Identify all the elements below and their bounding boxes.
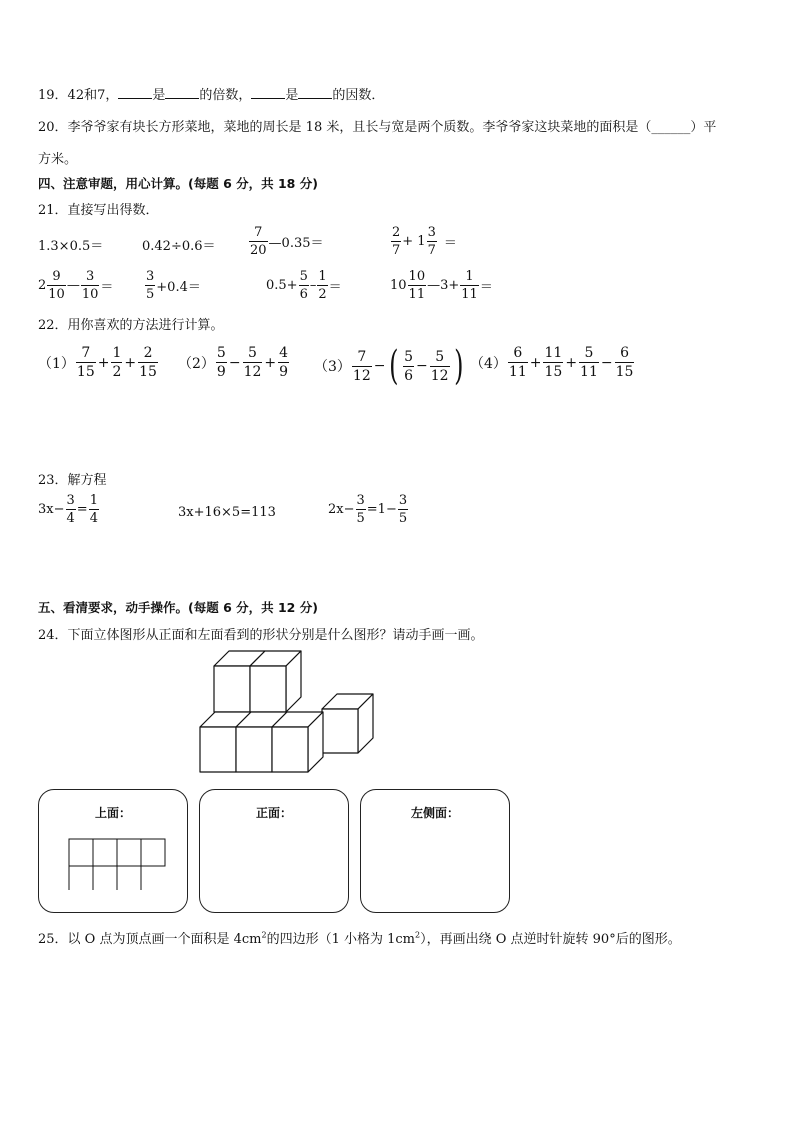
question-20-line2: 方米。 xyxy=(38,152,78,167)
cube-front-face xyxy=(236,727,272,772)
q25-text: 的四边形（1 小格为 1cm xyxy=(266,932,415,947)
fraction: $\frac{9}{10}$ xyxy=(48,269,65,302)
fraction: $\frac{5}{12}$ xyxy=(243,345,262,380)
question-19 xyxy=(38,84,384,103)
expr-text: 2x− xyxy=(328,502,355,517)
superscript: 2 xyxy=(261,930,267,940)
right-paren: ) xyxy=(453,343,464,389)
expr-text: ＝ xyxy=(328,280,342,295)
fraction: $\frac{3}{7}$ xyxy=(427,225,436,258)
q25-text: ），再画出绕 O 点逆时针旋转 90°后的图形。 xyxy=(420,932,681,947)
q19-text: 是 xyxy=(285,88,299,103)
fraction: $\frac{4}{9}$ xyxy=(279,345,289,380)
fraction: $\frac{6}{15}$ xyxy=(615,345,634,380)
expr-text: ＝ xyxy=(443,236,457,251)
answer-blank[interactable] xyxy=(251,86,285,99)
top-view-box[interactable] xyxy=(38,789,188,913)
fraction: $\frac{10}{11}$ xyxy=(408,269,426,302)
cube-front-face xyxy=(272,727,308,772)
fraction: $\frac{2}{15}$ xyxy=(139,345,157,380)
fraction: $\frac{3}{5}$ xyxy=(146,269,155,302)
expr-text: — xyxy=(66,278,80,293)
fraction: $\frac{6}{11}$ xyxy=(508,345,527,380)
expr-text: – xyxy=(309,278,317,293)
q22-problem-1 xyxy=(38,346,159,379)
q19-text: 42和7， xyxy=(67,88,119,103)
fraction: $\frac{3}{5}$ xyxy=(398,493,408,526)
problem-label: （1） xyxy=(38,355,75,372)
cube-front-face xyxy=(214,666,250,712)
q22-problem-2 xyxy=(178,346,290,379)
fraction: $\frac{3}{10}$ xyxy=(81,269,99,302)
cube-front-face xyxy=(322,709,358,753)
left-paren: ( xyxy=(389,343,399,389)
expr-text: 0.5+ xyxy=(266,278,298,293)
fraction: $\frac{7}{12}$ xyxy=(352,348,371,384)
q21-expr-6 xyxy=(144,270,201,301)
left-view-box[interactable] xyxy=(360,789,510,913)
q19-number: 19． xyxy=(38,88,68,103)
operator: − xyxy=(600,354,613,371)
q19-text: 的倍数， xyxy=(199,88,252,103)
q21-expr-8 xyxy=(390,270,493,301)
operator: + xyxy=(529,354,542,371)
fraction: $\frac{5}{9}$ xyxy=(216,345,226,380)
front-view-box[interactable] xyxy=(199,789,349,913)
whole-number: 2 xyxy=(38,278,47,293)
operator: + xyxy=(264,354,277,371)
operator: + xyxy=(124,354,137,371)
question-24-title: 24．下面立体图形从正面和左面看到的形状分别是什么图形？请动手画一画。 xyxy=(38,628,484,643)
q23-equation-3 xyxy=(328,494,409,525)
whole-number: 10 xyxy=(390,278,407,293)
q19-text: 是 xyxy=(152,88,166,103)
q22-problem-4 xyxy=(470,346,635,379)
q21-expr-5 xyxy=(38,270,113,301)
fraction: $\frac{1}{11}$ xyxy=(461,269,478,302)
expr-text: + 1 xyxy=(402,234,426,249)
expr-text: +0.4＝ xyxy=(156,280,201,295)
fraction: $\frac{5}{12}$ xyxy=(430,348,449,384)
cube-stack-figure xyxy=(190,645,382,777)
fraction: $\frac{7}{20}$ xyxy=(250,225,267,258)
fraction: $\frac{3}{4}$ xyxy=(66,493,75,526)
operator: + xyxy=(565,354,578,371)
fraction: $\frac{1}{2}$ xyxy=(112,345,122,380)
question-23-title: 23．解方程 xyxy=(38,473,107,488)
q25-text: 25．以 O 点为顶点画一个面积是 4cm xyxy=(38,932,262,947)
fraction: $\frac{1}{2}$ xyxy=(318,269,327,302)
expr-text: —3+ xyxy=(427,278,460,293)
expr-text: 3x− xyxy=(38,502,65,517)
fraction: $\frac{5}{6}$ xyxy=(299,269,308,302)
operator: + xyxy=(97,354,110,371)
q22-problem-3 xyxy=(314,343,466,389)
top-view-label: 上面： xyxy=(94,806,131,820)
q21-expr-7 xyxy=(266,270,342,301)
question-25 xyxy=(38,928,681,947)
operator: − xyxy=(228,354,241,371)
problem-label: （4） xyxy=(470,355,507,372)
answer-blank[interactable] xyxy=(165,86,199,99)
fraction: $\frac{2}{7}$ xyxy=(392,225,401,258)
expr-text: ＝ xyxy=(479,280,493,295)
fraction: $\frac{5}{6}$ xyxy=(404,348,414,384)
q21-expr-2: 0.42÷0.6＝ xyxy=(142,239,216,254)
q23-equation-1 xyxy=(38,494,100,525)
problem-label: （2） xyxy=(178,355,215,372)
q21-expr-3 xyxy=(248,226,324,257)
cube-front-face xyxy=(250,666,286,712)
answer-blank[interactable] xyxy=(298,86,332,99)
section-5-heading: 五、看清要求，动手操作。(每题 6 分，共 12 分) xyxy=(38,600,318,615)
q21-expr-1: 1.3×0.5＝ xyxy=(38,239,104,254)
expr-text: =1− xyxy=(366,502,397,517)
expr-text: —0.35＝ xyxy=(268,236,324,251)
question-20-line1: 20．李爷爷家有块长方形菜地，菜地的周长是 18 米，且长与宽是两个质数。李爷爷家这块菜地的面积是（______）平 xyxy=(38,120,717,135)
top-view-grid xyxy=(68,838,168,890)
q23-equation-2: 3x+16×5=113 xyxy=(178,505,276,520)
section-4-heading: 四、注意审题，用心计算。(每题 6 分，共 18 分) xyxy=(38,176,318,191)
cube-front-face xyxy=(200,727,236,772)
operator: − xyxy=(373,358,386,374)
fraction: $\frac{3}{5}$ xyxy=(356,493,365,526)
answer-blank[interactable] xyxy=(118,86,152,99)
expr-text: ＝ xyxy=(100,280,114,295)
left-view-label: 左侧面： xyxy=(410,806,459,820)
question-22-title: 22．用你喜欢的方法进行计算。 xyxy=(38,318,224,333)
problem-label: （3） xyxy=(314,359,351,375)
question-21-title: 21．直接写出得数． xyxy=(38,203,159,218)
expr-text: = xyxy=(76,502,88,517)
fraction: $\frac{5}{11}$ xyxy=(580,345,598,380)
q21-expr-4 xyxy=(390,226,457,257)
fraction: $\frac{7}{15}$ xyxy=(76,345,95,380)
operator: − xyxy=(416,358,428,374)
front-view-label: 正面： xyxy=(255,806,292,820)
fraction: $\frac{1}{4}$ xyxy=(89,493,98,526)
fraction: $\frac{11}{15}$ xyxy=(544,345,563,380)
superscript: 2 xyxy=(415,930,421,940)
q19-text: 的因数． xyxy=(332,88,385,103)
